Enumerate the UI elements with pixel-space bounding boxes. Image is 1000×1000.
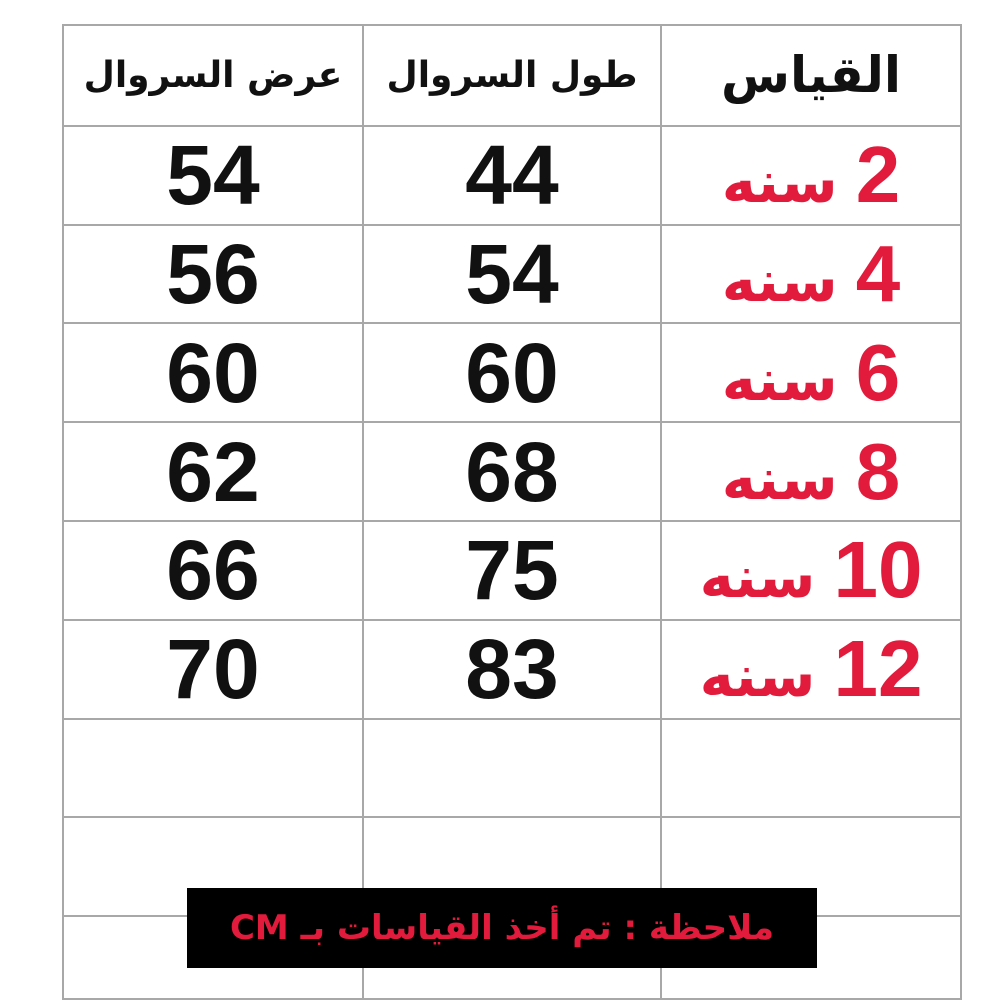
width-value: 70 <box>63 620 363 719</box>
size-unit: سنه <box>721 444 838 513</box>
length-value: 83 <box>363 620 661 719</box>
empty-row <box>63 719 961 818</box>
size-number: 4 <box>855 229 901 319</box>
width-value: 66 <box>63 521 363 620</box>
size-unit: سنه <box>721 345 838 414</box>
header-row <box>63 25 961 126</box>
size-cell <box>661 521 961 620</box>
note-text: ملاحظة : تم أخذ القياسات بـ CM <box>229 908 775 948</box>
width-value: 60 <box>63 323 363 422</box>
size-unit: سنه <box>699 642 816 711</box>
size-unit: سنه <box>699 543 816 612</box>
size-unit: سنه <box>721 247 838 316</box>
empty-cell <box>363 719 661 818</box>
width-value: 62 <box>63 422 363 521</box>
length-value: 75 <box>363 521 661 620</box>
header-width-cell <box>63 25 363 126</box>
size-label <box>722 327 900 419</box>
header-length-cell <box>363 25 661 126</box>
header-length: طول السروال <box>386 54 638 96</box>
table-row <box>63 521 961 620</box>
width-value: 56 <box>63 225 363 324</box>
size-label <box>722 228 900 320</box>
header-size-cell <box>661 25 961 126</box>
length-value: 54 <box>363 225 661 324</box>
empty-cell <box>661 719 961 818</box>
size-label <box>700 623 923 715</box>
size-number: 8 <box>855 426 901 516</box>
size-number: 12 <box>833 624 923 714</box>
size-unit: سنه <box>721 148 838 217</box>
size-cell <box>661 422 961 521</box>
table-row <box>63 126 961 225</box>
size-cell <box>661 323 961 422</box>
size-chart-table <box>62 24 962 1000</box>
note-banner <box>187 888 817 968</box>
length-value: 44 <box>363 126 661 225</box>
size-label <box>722 129 900 221</box>
table-row <box>63 323 961 422</box>
size-number: 10 <box>833 525 923 615</box>
size-cell <box>661 225 961 324</box>
length-value: 68 <box>363 422 661 521</box>
table-row <box>63 225 961 324</box>
table-row <box>63 620 961 719</box>
size-cell <box>661 620 961 719</box>
length-value: 60 <box>363 323 661 422</box>
header-size: القياس <box>720 46 902 105</box>
header-width: عرض السروال <box>83 54 343 96</box>
empty-cell <box>63 719 363 818</box>
size-label <box>722 426 900 518</box>
size-number: 6 <box>855 327 901 417</box>
size-label <box>700 524 923 616</box>
width-value: 54 <box>63 126 363 225</box>
table-row <box>63 422 961 521</box>
size-number: 2 <box>855 130 901 220</box>
size-cell <box>661 126 961 225</box>
